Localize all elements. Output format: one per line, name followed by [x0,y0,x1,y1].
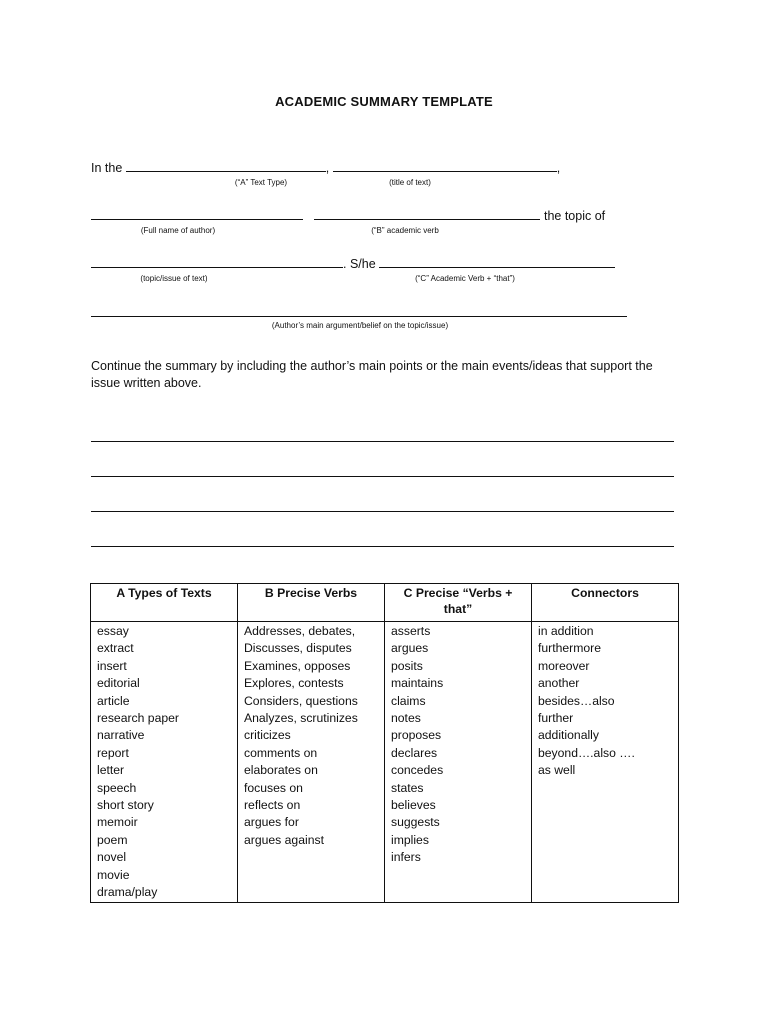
table-header-row [91,584,679,622]
table-body-row [91,622,679,903]
writing-line-3[interactable] [91,511,674,512]
list-item: speech [97,780,137,795]
list-item: essay [97,624,129,638]
list-item: proposes [391,728,442,743]
list-item: asserts [391,624,431,638]
list-item: memoir [97,815,138,830]
list-item: suggests [391,815,440,830]
header-verbs-that: C Precise “Verbs + that” [385,584,532,622]
list-item: concedes [391,763,444,778]
list-item: drama/play [97,885,158,900]
list-item: claims [391,693,426,708]
caption-text-type: (“A” Text Type) [234,178,288,187]
list-item: furthermore [538,641,601,656]
caption-academic-verb-b: (“B” academic verb [371,226,439,235]
list-item: reflects on [244,798,301,813]
template-line-1 [91,160,560,176]
list-item: Examines, opposes [244,658,351,673]
line3-middle: . S/he [343,257,376,271]
page-title: ACADEMIC SUMMARY TEMPLATE [275,94,493,109]
list-item: research paper [97,711,179,726]
academic-verb-c-blank[interactable] [379,256,615,268]
header-types-of-texts: A Types of Texts [91,584,238,622]
reference-table [90,583,679,903]
list-item: focuses on [244,780,303,795]
academic-verb-b-blank[interactable] [314,208,540,220]
line1-prefix: In the [91,161,123,175]
list-item: another [538,676,580,691]
list-item: Addresses, debates, [244,624,356,638]
column-types-of-texts [91,622,238,903]
list-item: argues for [244,815,299,830]
instruction-paragraph: Continue the summary by including the author’s main points or the main events/ideas that support the issue written above. [91,359,653,390]
list-item: comments on [244,745,318,760]
list-item: novel [97,850,127,865]
list-item: implies [391,832,429,847]
list-item: additionally [538,728,599,743]
list-item: insert [97,658,127,673]
list-item: argues against [244,832,324,847]
list-item: elaborates on [244,763,318,778]
template-line-2 [91,208,605,224]
header-connectors: Connectors [532,584,679,622]
list-item: infers [391,850,421,865]
list-item: Considers, questions [244,693,358,708]
list-item: moreover [538,658,590,673]
list-item: article [97,693,130,708]
list-item: notes [391,711,421,726]
list-item: posits [391,658,423,673]
caption-author-name: (Full name of author) [140,226,216,235]
author-name-blank[interactable] [91,208,303,220]
list-item: in addition [538,624,594,638]
list-item: believes [391,798,436,813]
line1-comma-2: , [556,161,561,175]
template-line-4 [91,305,627,321]
list-item: maintains [391,676,444,691]
writing-line-4[interactable] [91,546,674,547]
list-item: extract [97,641,134,656]
list-item: Discusses, disputes [244,641,352,656]
header-precise-verbs: B Precise Verbs [238,584,385,622]
list-item: short story [97,798,154,813]
topic-issue-blank[interactable] [91,256,343,268]
line2-suffix: the topic of [543,209,606,223]
writing-line-2[interactable] [91,476,674,477]
list-item: besides…also [538,693,615,708]
list-item: poem [97,832,128,847]
list-item: Analyzes, scrutinizes [244,711,358,726]
list-item: states [391,780,424,795]
title-of-text-blank[interactable] [333,160,557,172]
text-type-blank[interactable] [126,160,326,172]
caption-topic-issue: (topic/issue of text) [140,274,208,283]
column-verbs-that [385,622,532,903]
list-item: further [538,711,574,726]
list-item: criticizes [244,728,291,743]
list-item: report [97,745,129,760]
list-item: declares [391,745,438,760]
list-item: letter [97,763,125,778]
list-item: argues [391,641,429,656]
list-item: movie [97,867,130,882]
list-item: beyond….also …. [538,745,635,760]
caption-academic-verb-c: (“C” Academic Verb + “that”) [415,274,515,283]
main-argument-blank[interactable] [91,305,627,317]
caption-main-argument: (Author’s main argument/belief on the topic/issue) [271,321,449,330]
list-item: editorial [97,676,140,691]
list-item: narrative [97,728,145,743]
writing-line-1[interactable] [91,441,674,442]
template-line-3 [91,256,615,272]
line1-comma-1: , [325,161,330,175]
list-item: as well [538,763,576,778]
column-connectors [532,622,679,903]
column-precise-verbs [238,622,385,903]
list-item: Explores, contests [244,676,344,691]
caption-title-of-text: (title of text) [389,178,431,187]
